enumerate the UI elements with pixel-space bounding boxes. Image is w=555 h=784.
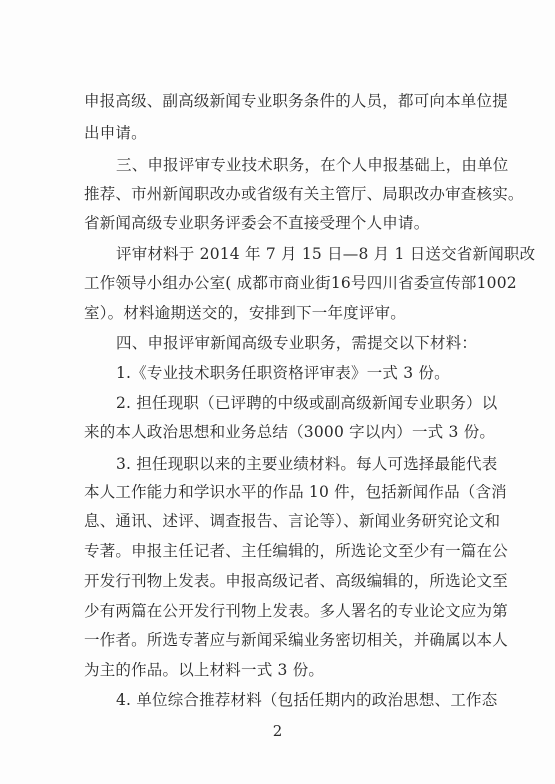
text-line: 专著。申报主任记者、主任编辑的，所选论文至少有一篇在公 — [84, 542, 508, 560]
text-line: 1.《专业技术职务任职资格评审表》一式 3 份。 — [116, 364, 450, 382]
text-line: 室）。材料逾期送交的，安排到下一年度评审。 — [84, 304, 406, 322]
text-line: 开发行刊物上发表。申报高级记者、高级编辑的，所选论文至 — [84, 572, 508, 590]
text-line: 评审材料于 2014 年 7 月 15 日—8 月 1 日送交省新闻职改 — [116, 245, 536, 263]
text-line: 2. 担任现职（已评聘的中级或副高级新闻专业职务）以 — [116, 394, 498, 412]
text-line: 工作领导小组办公室( 成都市商业街16号四川省委宣传部1002 — [84, 274, 517, 292]
text-line: 少有两篇在公开发行刊物上发表。多人署名的专业论文应为第 — [84, 602, 508, 620]
text-line: 4. 单位综合推荐材料（包括任期内的政治思想、工作态 — [116, 691, 498, 709]
text-line: 来的本人政治思想和业务总结（3000 字以内）一式 3 份。 — [84, 423, 496, 441]
page-number: 2 — [272, 722, 283, 740]
text-line: 为主的作品。以上材料一式 3 份。 — [84, 661, 325, 679]
text-line: 出申请。 — [84, 124, 147, 142]
text-line: 三、申报评审专业技术职务，在个人申报基础上，由单位 — [116, 156, 509, 174]
text-line: 息、通讯、述评、调查报告、言论等）、新闻业务研究论文和 — [84, 512, 501, 530]
text-line: 推荐、市州新闻职改办或省级有关主管厅、局职改办审查核实。 — [84, 185, 524, 203]
text-line: 四、申报评审新闻高级专业职务，需提交以下材料： — [116, 334, 478, 352]
text-line: 省新闻高级专业职务评委会不直接受理个人申请。 — [84, 214, 430, 232]
text-line: 申报高级、副高级新闻专业职务条件的人员，都可向本单位提 — [84, 92, 508, 110]
text-line: 一作者。所选专著应与新闻采编业务密切相关，并确属以本人 — [84, 631, 508, 649]
text-line: 本人工作能力和学识水平的作品 10 件，包括新闻作品（含消 — [84, 483, 507, 501]
text-line: 3. 担任现职以来的主要业绩材料。每人可选择最能代表 — [116, 455, 498, 473]
